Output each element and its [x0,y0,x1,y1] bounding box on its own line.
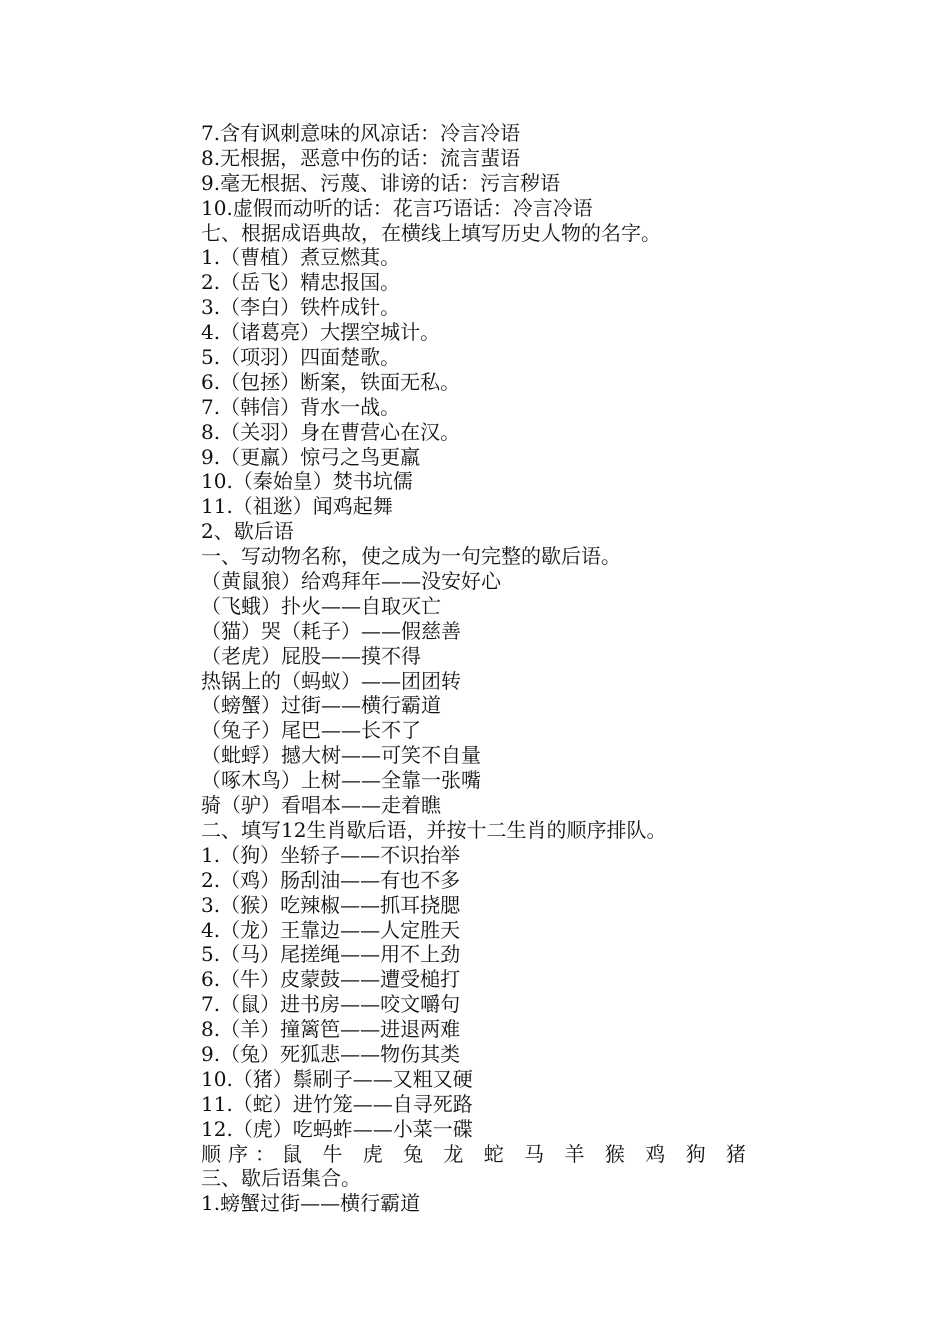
text-line: 6.（包拯）断案，铁面无私。 [201,369,461,394]
text-line: 11.（蛇）进竹笼——自寻死路 [201,1091,473,1116]
text-line: 1.（狗）坐轿子——不识抬举 [201,842,461,867]
text-line: 10.（秦始皇）焚书坑儒 [201,469,413,494]
text-line: 7.（韩信）背水一战。 [201,394,401,419]
text-line: 热锅上的（蚂蚁）——团团转 [201,668,461,693]
section-heading: 二、填写12生肖歇后语，并按十二生肖的顺序排队。 [201,817,667,842]
section-heading: 七、根据成语典故，在横线上填写历史人物的名字。 [201,220,661,245]
section-heading: 一、写动物名称，使之成为一句完整的歇后语。 [201,544,621,569]
text-line: 6.（牛）皮蒙鼓——遭受槌打 [201,967,461,992]
text-line: （黄鼠狼）给鸡拜年——没安好心 [201,569,501,594]
text-line: 5.（项羽）四面楚歌。 [201,345,401,370]
text-line: 7.（鼠）进书房——咬文嚼句 [201,992,461,1017]
text-line: 3.（猴）吃辣椒——抓耳挠腮 [201,892,461,917]
section-heading: 三、歇后语集合。 [201,1166,361,1191]
text-line: （蚍蜉）撼大树——可笑不自量 [201,743,481,768]
text-line: （飞蛾）扑火——自取灭亡 [201,593,441,618]
text-line: 9.（更羸）惊弓之鸟更羸 [201,444,421,469]
text-line: 10.虚假而动听的话：花言巧语话：冷言冷语 [201,195,593,220]
text-line: （猫）哭（耗子）——假慈善 [201,618,461,643]
text-line: 9.毫无根据、污蔑、诽谤的话：污言秽语 [201,170,561,195]
text-line: 7.含有讽刺意味的风凉话：冷言冷语 [201,121,521,145]
text-line: （螃蟹）过街——横行霸道 [201,693,441,718]
text-line: 4.（龙）王靠边——人定胜天 [201,917,461,942]
text-line: 8.（羊）撞篱笆——进退两难 [201,1017,461,1042]
text-line: 8.（关羽）身在曹营心在汉。 [201,419,461,444]
text-line: 5.（马）尾搓绳——用不上劲 [201,942,461,967]
text-line: （啄木鸟）上树——全靠一张嘴 [201,768,481,793]
text-line: 8.无根据，恶意中伤的话：流言蜚语 [201,145,521,170]
text-line: 1.（曹植）煮豆燃萁。 [201,245,401,270]
text-line: 11.（祖逖）闻鸡起舞 [201,494,393,519]
text-line: 3.（李白）铁杵成针。 [201,295,401,320]
text-line: 4.（诸葛亮）大摆空城计。 [201,320,441,345]
zodiac-order-line: 顺序：鼠 牛 虎 兔 龙 蛇 马 羊 猴 鸡 狗 猪 [201,1141,753,1166]
text-line: 10.（猪）鬃刷子——又粗又硬 [201,1066,473,1091]
text-line: 1.螃蟹过街——横行霸道 [201,1191,421,1216]
text-line: （老虎）屁股——摸不得 [201,643,421,668]
text-line: 2.（鸡）肠刮油——有也不多 [201,867,461,892]
text-line: 9.（兔）死狐悲——物伤其类 [201,1041,461,1066]
section-heading: 2、歇后语 [201,519,294,544]
text-line: （兔子）尾巴——长不了 [201,718,421,743]
document-page [201,121,901,1216]
text-line: 2.（岳飞）精忠报国。 [201,270,401,295]
text-line: 骑（驴）看唱本——走着瞧 [201,793,441,818]
text-line: 12.（虎）吃蚂蚱——小菜一碟 [201,1116,473,1141]
